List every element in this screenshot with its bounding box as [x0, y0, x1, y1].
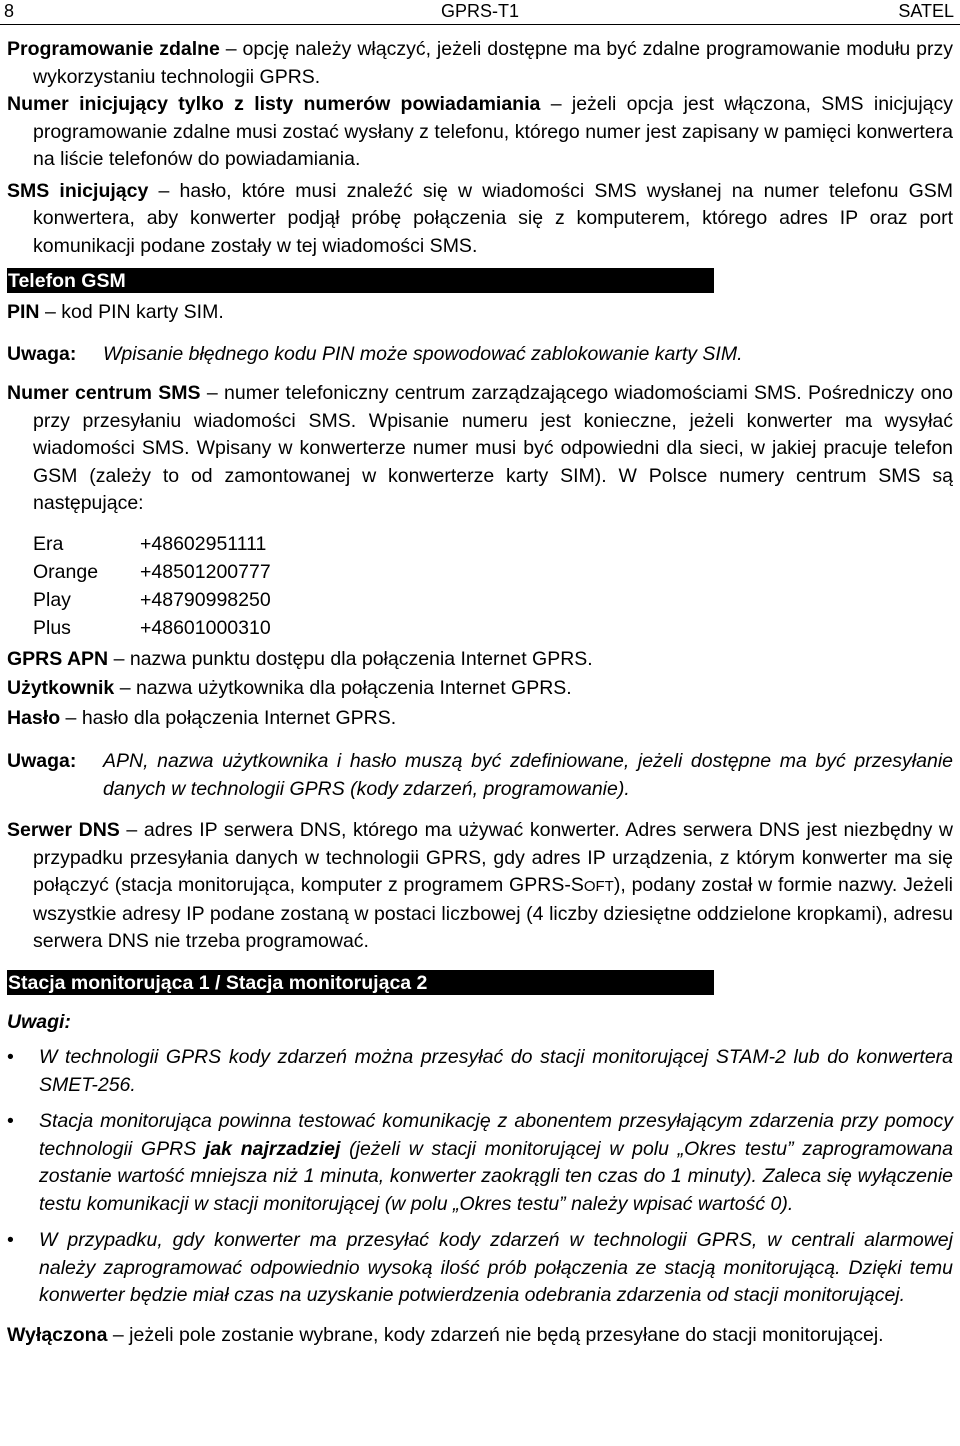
option-gprs-apn: GPRS APN – nazwa punktu dostępu dla połączenia Internet GPRS. [7, 647, 593, 670]
operator-name: Play [33, 588, 71, 611]
option-sms-center: Numer centrum SMS – numer telefoniczny centrum zarządzającego wiadomościami SMS. Pośredniczy ono przy przesyłaniu wiadomości SMS. Wpisanie numeru jest konieczne, jeżeli konwerter ma wysyłać wiadomości SMS. Wpisany w konwerterze numer musi być odpowiedni dla sieci, w jakiej pracuje telefon GSM (zależy to od zamontowanej w konwerterze karty SIM). W Polsce numery centrum SMS są następujące: [7, 382, 954, 514]
center-number: +48601000310 [140, 616, 271, 639]
sms-center-table [33, 530, 271, 642]
table-row [33, 586, 271, 614]
page-number: 8 [4, 1, 15, 21]
bullet-icon: • [7, 1110, 14, 1132]
bullet-icon: • [7, 1229, 14, 1251]
operator-name: Orange [33, 560, 99, 583]
table-row [33, 530, 271, 558]
note-label: Uwaga: [7, 750, 77, 772]
page-body [7, 36, 953, 1349]
center-number: +48790998250 [140, 588, 271, 611]
note-apn [7, 748, 953, 803]
brand-name: SATEL [898, 1, 954, 21]
notes-heading: Uwagi: [7, 1010, 71, 1033]
list-item: • W przypadku, gdy konwerter ma przesyłać kody zdarzeń w technologii GPRS, w centrali alarmowej należy zaprogramować odpowiednio wysoką ilość prób połączenia ze stacją monitorującą. Dzięki temu konwerter będzie miał czas na uzyskanie potwierdzenia odebrania zdarzenia od stacji monitorującej. [7, 1229, 953, 1306]
option-dns-server: Serwer DNS – adres IP serwera DNS, którego ma używać konwerter. Adres serwera DNS jest niezbędny w przypadku przesyłania danych w technologii GPRS, gdy adres IP urządzenia, z którym konwerter ma się połączyć (stacja monitorująca, komputer z programem GPRS-SOFT), podany został w formie nazwy. Jeżeli wszystkie adresy IP podane zostaną w postaci liczbowej (4 liczby dziesiętne oddzielone kropkami), adresu serwera DNS nie trzeba programować. [7, 819, 954, 952]
option-disabled: Wyłączona – jeżeli pole zostanie wybrane, kody zdarzeń nie będą przesyłane do stacji monitorującej. [7, 1323, 884, 1346]
list-item: • W technologii GPRS kody zdarzeń można przesyłać do stacji monitorującej STAM-2 lub do konwertera SMET-256. [7, 1046, 953, 1096]
note-text: Wpisanie błędnego kodu PIN może spowodować zablokowanie karty SIM. [103, 342, 743, 365]
operator-name: Plus [33, 616, 71, 639]
table-row [33, 558, 271, 586]
page-header [0, 0, 960, 25]
section-header-gsm: Telefon GSM [7, 268, 714, 293]
operator-name: Era [33, 532, 64, 555]
note-text: APN, nazwa użytkownika i hasło muszą być zdefiniowane, jeżeli dostępne ma być przesyłanie danych w technologii GPRS (kody zdarzeń, programowanie). [103, 750, 953, 800]
center-number: +48501200777 [140, 560, 271, 583]
option-init-number-list: Numer inicjujący tylko z listy numerów powiadamiania – jeżeli opcja jest włączona, SMS inicjujący programowanie zdalne musi zostać wysłany z telefonu, którego numer jest zapisany w pamięci konwertera na liście telefonów do powiadamiania. [7, 93, 953, 170]
section-header-stations: Stacja monitorująca 1 / Stacja monitorująca 2 [7, 970, 714, 995]
option-sms-init: SMS inicjujący – hasło, które musi znaleźć się w wiadomości SMS wysłanej na numer telefonu GSM konwertera, aby konwerter podjął próbę połączenia się z komputerem, którego adres IP oraz port komunikacji podane zostały w tej wiadomości SMS. [7, 179, 953, 257]
table-row [33, 614, 271, 642]
option-remote-programming: Programowanie zdalne – opcję należy włączyć, jeżeli dostępne ma być zdalne programowanie modułu przy wykorzystaniu technologii GPRS. [7, 38, 953, 88]
note-pin-warning [7, 341, 953, 369]
option-user: Użytkownik – nazwa użytkownika dla połączenia Internet GPRS. [7, 677, 572, 699]
option-password: Hasło – hasło dla połączenia Internet GPRS. [7, 706, 397, 729]
note-label: Uwaga: [7, 342, 77, 365]
option-pin: PIN – kod PIN karty SIM. [7, 301, 224, 323]
list-item: • Stacja monitorująca powinna testować komunikację z abonentem przesyłającym zdarzenia przy pomocy technologii GPRS jak najrzadziej (jeżeli w stacji monitorującej w polu „Okres testu” zaprogramowana zostanie wartość mniejsza niż 1 minuta, konwerter zaokrągli ten czas do 1 minuty). Zaleca się wyłączenie testu komunikacji w stacji monitorującej (w polu „Okres testu” należy wpisać wartość 0). [7, 1110, 953, 1215]
notes-list [7, 1044, 953, 1310]
document-title: GPRS-T1 [440, 1, 519, 21]
bullet-icon: • [7, 1046, 14, 1068]
center-number: +48602951111 [140, 532, 267, 555]
